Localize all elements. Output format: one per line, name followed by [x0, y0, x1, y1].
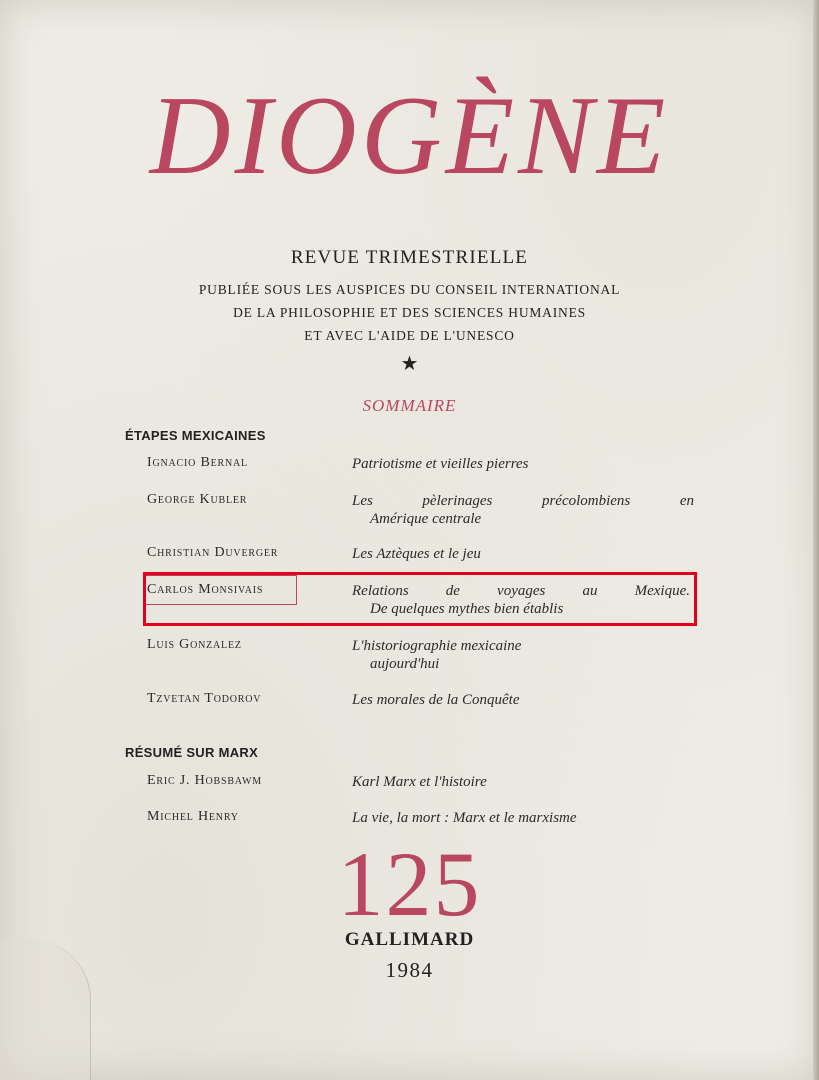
toc-article-title — [352, 455, 694, 473]
section-heading-resume-sur-marx: RÉSUMÉ SUR MARX — [125, 745, 259, 760]
toc-author: Christian Duverger — [147, 545, 279, 560]
toc-article-title — [352, 637, 694, 673]
publisher-name: GALLIMARD — [344, 929, 475, 950]
article-title-line: De quelques mythes bien établis — [370, 601, 564, 617]
issue-number: 125 — [337, 833, 482, 935]
article-title-line: La vie, la mort : Marx et le marxisme — [352, 810, 577, 826]
article-title-line: Karl Marx et l'histoire — [352, 774, 487, 790]
article-title-line: L'historiographie mexicaine — [352, 638, 522, 654]
toc-author-highlighted: Carlos Monsivais — [147, 582, 264, 597]
journal-title: DIOGÈNE — [149, 74, 670, 198]
star-icon: ★ — [400, 353, 419, 375]
toc-article-title — [352, 492, 694, 528]
highlight-box — [143, 572, 697, 626]
publication-line-3: ET AVEC L'AIDE DE L'UNESCO — [304, 328, 515, 343]
toc-author: Eric J. Hobsbawm — [147, 773, 262, 788]
article-title-line: Relations de voyages au Mexique. — [352, 583, 690, 599]
contents-heading: SOMMAIRE — [362, 396, 457, 415]
article-title-line: Les Aztèques et le jeu — [352, 546, 481, 562]
article-title-line: Amérique centrale — [370, 511, 482, 527]
publication-line-2: DE LA PHILOSOPHIE ET DES SCIENCES HUMAINES — [233, 305, 586, 320]
toc-article-title — [352, 809, 694, 827]
toc-article-title — [352, 773, 694, 791]
article-title-line: Les pèlerinages précolombiens en — [352, 493, 694, 509]
article-title-line: Les morales de la Conquête — [352, 692, 520, 708]
journal-subtitle: REVUE TRIMESTRIELLE — [290, 247, 529, 268]
publication-year: 1984 — [385, 958, 434, 982]
toc-article-title — [352, 545, 694, 563]
toc-author: George Kubler — [147, 492, 248, 507]
toc-author: Luis Gonzalez — [147, 637, 242, 652]
publication-line-1: PUBLIÉE SOUS LES AUSPICES DU CONSEIL INTERNATIONAL — [198, 282, 621, 297]
toc-author: Tzvetan Todorov — [147, 691, 262, 706]
article-title-line: aujourd'hui — [370, 656, 440, 672]
toc-article-title — [352, 691, 694, 709]
section-heading-etapes-mexicaines: ÉTAPES MEXICAINES — [125, 428, 266, 443]
toc-author: Michel Henry — [147, 809, 239, 824]
article-title-line: Patriotisme et vieilles pierres — [352, 456, 529, 472]
toc-author: Ignacio Bernal — [147, 455, 248, 470]
